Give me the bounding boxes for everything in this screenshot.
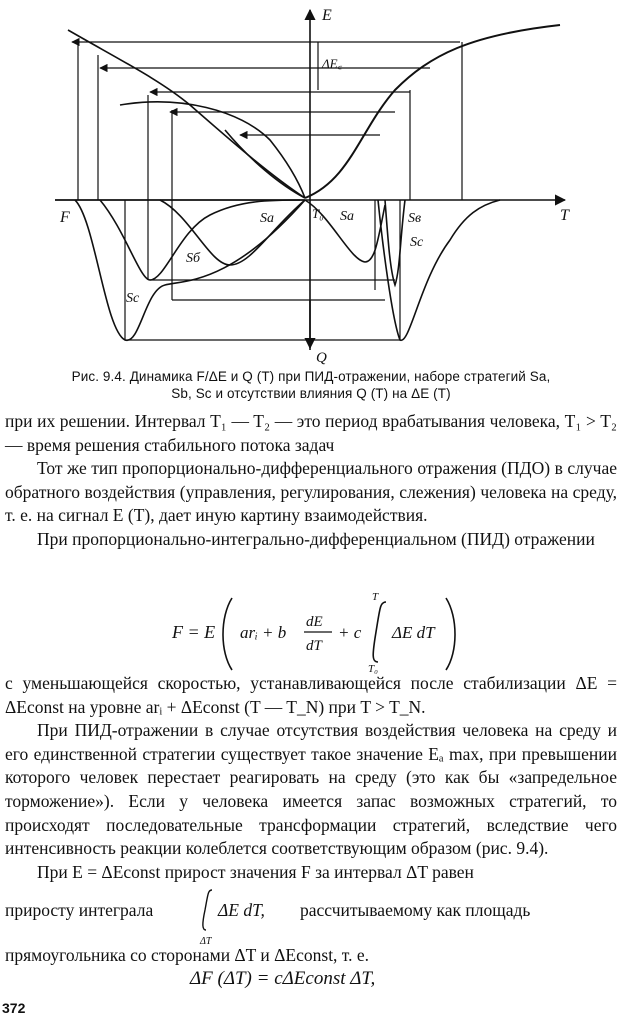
paragraph-increment: При E = ΔEconst прирост значения F за интервал ΔT равен <box>37 861 474 882</box>
eq1-integral-sign <box>373 602 386 662</box>
equation-pid <box>0 592 620 674</box>
integral-integrand: ΔE dT, <box>218 900 265 920</box>
text-block-2 <box>5 672 617 884</box>
curve-sa-left <box>160 200 305 265</box>
equation-delta-f <box>0 960 620 994</box>
curve-sc-right <box>378 200 500 340</box>
figure-9-4 <box>0 0 620 368</box>
caption-line-1: Рис. 9.4. Динамика F/ΔE и Q (T) при ПИД-отражении, наборе стратегий Sa, <box>71 369 551 384</box>
eq1-integrand: ΔE dT <box>392 623 435 642</box>
delta-e-label: ΔE꜀ <box>322 56 343 71</box>
sc-right-label: Sc <box>410 235 424 250</box>
eq1-term1: arᵢ + b <box>240 623 287 642</box>
axis-f-label: F <box>60 209 70 226</box>
eq1-lhs: F = E <box>172 622 216 642</box>
paragraph-pdo: Тот же тип пропорционально-дифференциального отражения (ПДО) в случае обратного воздействия (управления, регулирования, слежения) человека на среду, т. е. на сигнал E (T), дает иную картину взаимодействия. <box>5 458 617 526</box>
sa-left-label: Sa <box>260 211 274 226</box>
caption-line-2: Sb, Sc и отсутствии влияния Q (T) на ΔE (T) <box>171 386 451 401</box>
page-number: 372 <box>2 1000 26 1016</box>
sb-left-label: Sб <box>186 251 201 266</box>
curve-reaction-mid <box>225 130 305 198</box>
text-block-1 <box>5 410 617 552</box>
eq2-text: ΔF (ΔT) = cΔEconst ΔT, <box>190 968 376 989</box>
sc-left-label: Sc <box>126 291 140 306</box>
eq1-paren-right <box>446 598 455 670</box>
paragraph-pid-intro: При пропорционально-интегрально-дифференциальном (ПИД) отражении <box>37 528 595 549</box>
paragraph-continuation: при их решении. Интервал T₁ — T₂ — это период врабатывания человека, T₁ > T₂ — время решения стабильного потока задач <box>5 411 617 455</box>
small-integral-lower: ΔT <box>200 936 212 947</box>
paragraph-rectangle: прямоугольника со сторонами ΔT и ΔEconst, т. е. <box>5 945 370 965</box>
eq1-paren-left <box>223 598 232 670</box>
paragraph-stabilization: с уменьшающейся скоростью, устанавливающейся после стабилизации ΔE = ΔEconst на уровне arᵢ + ΔEconst (T — T_N) при T > T_N. <box>5 673 617 717</box>
eq1-de: dE <box>306 614 323 630</box>
figure-caption <box>8 368 614 402</box>
curve-e-left <box>68 30 305 198</box>
sa-right-label: Sa <box>340 209 354 224</box>
integral-line <box>0 880 620 950</box>
eq1-upper: T <box>372 592 379 603</box>
eq1-plus-c: + c <box>338 623 362 642</box>
t0-label: T₀ <box>312 206 324 221</box>
sb-right-label: Sв <box>408 211 422 226</box>
curve-sb-right <box>385 200 405 285</box>
curve-sb-left <box>100 200 305 280</box>
axis-t-label: T <box>560 207 569 224</box>
small-integral-sign <box>203 890 212 930</box>
paragraph-strategies: При ПИД-отражении в случае отсутствия воздействия человека на среду и его единственной стратегии существует такое значение Eₐ max, при превышении которого человек перестает реагировать на среду (это как бы «запредельное торможение»). Если у человека имеется запас возможных стратегий, то происходят последовательные трансформации стратегий, вследствие чего интенсивность реакции колеблется соответствующим образом (рис. 9.4). <box>5 720 617 859</box>
integral-prefix: приросту интеграла <box>5 900 154 920</box>
axis-e-label: E <box>322 7 332 24</box>
eq1-dt: dT <box>306 638 322 654</box>
axis-q-label: Q <box>316 350 327 366</box>
eq1-lower: T₀ <box>368 663 378 674</box>
integral-suffix: рассчитываемому как площадь <box>300 900 531 920</box>
